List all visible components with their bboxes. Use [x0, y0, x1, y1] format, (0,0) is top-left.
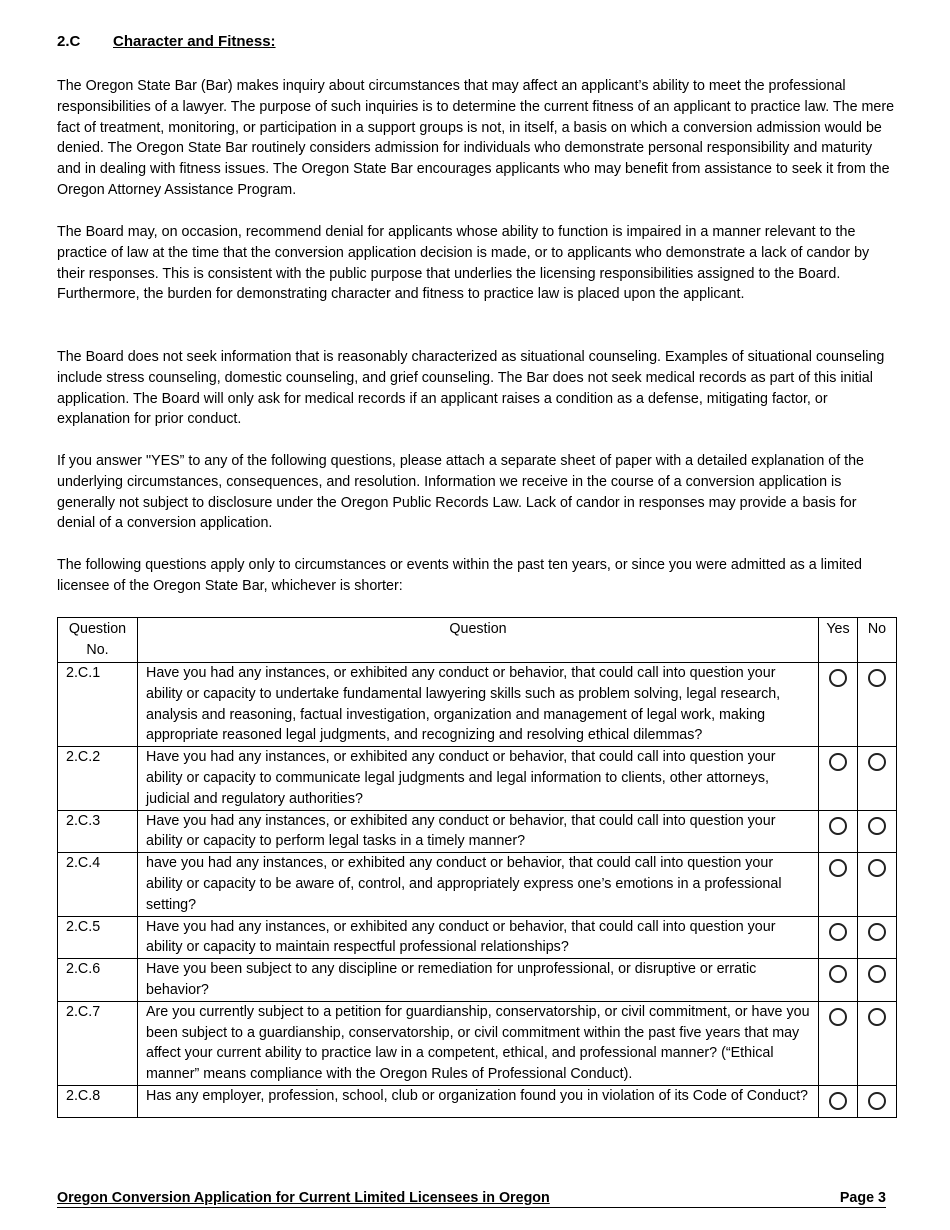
- situational-counseling-paragraph: The Board does not seek information that is reasonably characterized as situational counseling. Examples of situational counseling include stress counseling, domestic counseling, and grief counseling. The Bar does not seek medical records as part of this initial application. The Board will only ask for medical records if an applicant raises a condition as a defense, mitigating factor, or explanation for prior conduct.: [57, 349, 885, 428]
- header-no: No: [858, 618, 897, 663]
- question-text: Have you had any instances, or exhibited any conduct or behavior, that could call into question your ability or capacity to perform legal tasks in a timely manner?: [138, 810, 819, 853]
- yes-radio-button[interactable]: [829, 923, 847, 941]
- question-number: 2.C.4: [58, 853, 138, 916]
- board-denial-paragraph: The Board may, on occasion, recommend denial for applicants whose ability to function is impaired in a manner relevant to the practice of law at the time that the conversion application decision is made, or to applicants who demonstrate a lack of candor by their responses. This is consistent with the public purpose that underlies the licensing responsibilities assigned to the Board. Furthermore, the burden for demonstrating character and fitness to practice law is placed upon the applicant.: [57, 224, 870, 303]
- no-cell: [858, 916, 897, 959]
- yes-radio-button[interactable]: [829, 1092, 847, 1110]
- yes-radio-button[interactable]: [829, 859, 847, 877]
- table-row: [58, 916, 897, 959]
- intro-paragraph: The Oregon State Bar (Bar) makes inquiry about circumstances that may affect an applicant’s ability to meet the professional responsibilities of a lawyer. The purpose of such inquiries is to determine the current fitness of an applicant to practice law. The mere fact of treatment, monitoring, or participation in a support groups is not, in itself, a basis on which a conversion admission would be denied. The Oregon State Bar routinely considers admission for individuals who demonstrate personal responsibility and maturity and in dealing with fitness issues. The Oregon State Bar encourages applicants who may benefit from assistance to seek it from the Oregon Attorney Assistance Program.: [57, 78, 895, 198]
- yes-radio-button[interactable]: [829, 753, 847, 771]
- table-row: [58, 1001, 897, 1085]
- question-number: 2.C.5: [58, 916, 138, 959]
- time-scope-paragraph: The following questions apply only to circumstances or events within the past ten years, or since you were admitted as a limited licensee of the Oregon State Bar, whichever is shorter:: [57, 557, 862, 594]
- yes-cell: [819, 663, 858, 747]
- no-cell: [858, 663, 897, 747]
- table-row: [58, 747, 897, 810]
- questions-table: [57, 617, 897, 1118]
- table-row: [58, 663, 897, 747]
- question-number: 2.C.8: [58, 1085, 138, 1117]
- no-cell: [858, 1085, 897, 1117]
- yes-radio-button[interactable]: [829, 1008, 847, 1026]
- questions-table-body: [58, 663, 897, 1118]
- no-cell: [858, 853, 897, 916]
- yes-cell: [819, 959, 858, 1002]
- header-yes: Yes: [819, 618, 858, 663]
- question-text: Have you been subject to any discipline or remediation for unprofessional, or disruptive or erratic behavior?: [138, 959, 819, 1002]
- no-radio-button[interactable]: [868, 753, 886, 771]
- question-number: 2.C.3: [58, 810, 138, 853]
- no-radio-button[interactable]: [868, 965, 886, 983]
- yes-radio-button[interactable]: [829, 817, 847, 835]
- no-radio-button[interactable]: [868, 923, 886, 941]
- question-text: Has any employer, profession, school, club or organization found you in violation of its Code of Conduct?: [138, 1085, 819, 1117]
- section-title: Character and Fitness:: [113, 33, 276, 50]
- no-radio-button[interactable]: [868, 859, 886, 877]
- table-row: [58, 1085, 897, 1117]
- yes-cell: [819, 747, 858, 810]
- no-cell: [858, 959, 897, 1002]
- question-text: have you had any instances, or exhibited any conduct or behavior, that could call into question your ability or capacity to be aware of, control, and appropriately express one’s emotions in a professional setting?: [138, 853, 819, 916]
- no-cell: [858, 810, 897, 853]
- question-number: 2.C.2: [58, 747, 138, 810]
- no-radio-button[interactable]: [868, 1092, 886, 1110]
- question-number: 2.C.1: [58, 663, 138, 747]
- yes-cell: [819, 810, 858, 853]
- no-cell: [858, 1001, 897, 1085]
- header-question-number: Question No.: [58, 618, 138, 663]
- table-header-row: [58, 618, 897, 663]
- no-radio-button[interactable]: [868, 1008, 886, 1026]
- footer-title: Oregon Conversion Application for Current Limited Licensees in Oregon: [57, 1190, 550, 1206]
- table-row: [58, 810, 897, 853]
- yes-cell: [819, 916, 858, 959]
- table-row: [58, 959, 897, 1002]
- section-number: 2.C: [57, 33, 81, 50]
- footer-page-number: Page 3: [839, 1190, 886, 1206]
- question-number: 2.C.6: [58, 959, 138, 1002]
- page-footer: [57, 1189, 886, 1208]
- header-question: Question: [138, 618, 819, 663]
- yes-radio-button[interactable]: [829, 669, 847, 687]
- yes-answer-instructions-paragraph: If you answer "YES” to any of the following questions, please attach a separate sheet of paper with a detailed explanation of the underlying circumstances, consequences, and resolution. Information we receive in the course of a conversion application is generally not subject to disclosure under the Oregon Public Records Law. Lack of candor in responses may provide a basis for denial of a conversion application.: [57, 453, 865, 532]
- no-radio-button[interactable]: [868, 669, 886, 687]
- question-text: Have you had any instances, or exhibited any conduct or behavior, that could call into question your ability or capacity to undertake fundamental lawyering skills such as problem solving, legal research, analysis and reasoning, factual investigation, organization and management of legal work, making appropriate reasoned legal judgments, and recognizing and resolving ethical dilemmas?: [138, 663, 819, 747]
- question-text: Are you currently subject to a petition for guardianship, conservatorship, or civil commitment, or have you been subject to a guardianship, conservatorship, or civil commitment within the past five years that may affect your current ability to practice law in a competent, ethical, and professional manner? (“Ethical manner” means compliance with the Oregon Rules of Professional Conduct).: [138, 1001, 819, 1085]
- section-heading: [57, 32, 276, 53]
- question-number: 2.C.7: [58, 1001, 138, 1085]
- no-cell: [858, 747, 897, 810]
- question-text: Have you had any instances, or exhibited any conduct or behavior, that could call into question your ability or capacity to maintain respectful professional relationships?: [138, 916, 819, 959]
- question-text: Have you had any instances, or exhibited any conduct or behavior, that could call into question your ability or capacity to communicate legal judgments and legal information to clients, other attorneys, judicial and regulatory authorities?: [138, 747, 819, 810]
- table-row: [58, 853, 897, 916]
- yes-radio-button[interactable]: [829, 965, 847, 983]
- no-radio-button[interactable]: [868, 817, 886, 835]
- yes-cell: [819, 1085, 858, 1117]
- yes-cell: [819, 853, 858, 916]
- yes-cell: [819, 1001, 858, 1085]
